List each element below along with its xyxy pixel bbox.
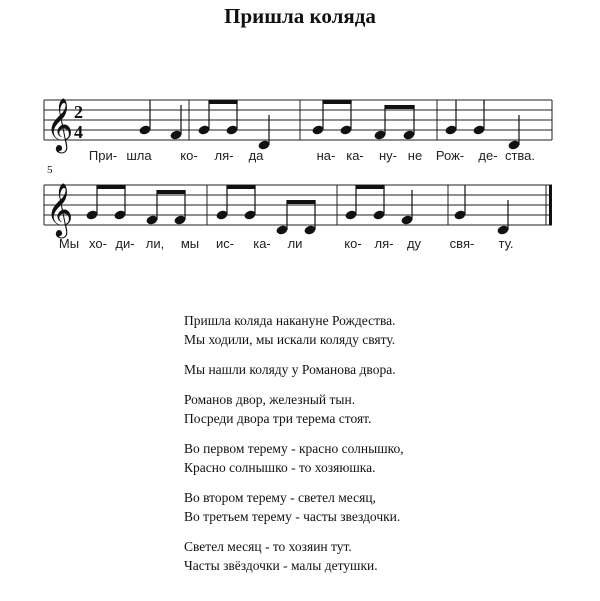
verse-line: Мы нашли коляду у Романова двора. [184, 362, 396, 377]
lyric-syllable: Мы [58, 236, 80, 251]
lyric-syllable: де- [478, 148, 498, 163]
lyric-syllable: не [407, 148, 423, 163]
lyric-syllable: ту. [498, 236, 514, 251]
verse-line: Во первом терему - красно солнышко, [184, 441, 404, 456]
verse-line: Во третьем терему - часты звездочки. [184, 509, 401, 524]
verse-stanza [184, 360, 584, 379]
lyric-syllable: ну- [378, 148, 398, 163]
lyric-syllable: ко- [180, 148, 198, 163]
note-beam [323, 100, 352, 104]
lyric-syllable: ли [287, 236, 303, 251]
note-beam [97, 185, 126, 189]
verse-line: Пришла коляда накануне Рождества. [184, 313, 396, 328]
lyric-syllable: ис- [215, 236, 235, 251]
lyric-syllable: ка- [253, 236, 271, 251]
sheet-music [0, 0, 600, 270]
note-beam [227, 185, 256, 189]
song-verses [184, 311, 584, 586]
staff-system-1 [44, 97, 552, 153]
verse-line: Часты звёздочки - малы детушки. [184, 558, 378, 573]
verse-stanza [184, 488, 584, 526]
verse-stanza [184, 390, 584, 428]
final-bar-line [549, 185, 552, 225]
time-signature-top: 2 [74, 102, 83, 122]
time-signature-bottom: 4 [74, 122, 83, 142]
note-beam [484, 100, 485, 104]
verse-stanza [184, 311, 584, 349]
note-beam [209, 100, 238, 104]
staff-system-2 [44, 182, 552, 238]
treble-clef-icon: 𝄞 [46, 182, 74, 236]
lyric-syllable: При- [88, 148, 118, 163]
verse-line: Посреди двора три терема стоят. [184, 411, 372, 426]
verse-line: Мы ходили, мы искали коляду святу. [184, 332, 396, 347]
lyric-syllable: шла [126, 148, 152, 163]
lyric-syllable: на- [316, 148, 336, 163]
lyric-syllable: да [248, 148, 264, 163]
note-beam [356, 185, 385, 189]
lyric-syllable: хо- [89, 236, 107, 251]
verse-line: Светел месяц - то хозяин тут. [184, 539, 352, 554]
note-beam [157, 190, 186, 194]
lyric-syllable: Рож- [435, 148, 465, 163]
lyric-syllable: свя- [449, 236, 475, 251]
lyric-syllable: ка- [346, 148, 364, 163]
lyric-syllable: ли, [145, 236, 165, 251]
song-title: Пришла коляда [224, 4, 376, 28]
lyric-syllable: ля- [214, 148, 234, 163]
lyric-syllable: ди- [115, 236, 135, 251]
verse-stanza [184, 537, 584, 575]
lyric-syllable: ства. [504, 148, 536, 163]
verse-line: Красно солнышко - то хозяюшка. [184, 460, 376, 475]
lyric-syllable: ду [406, 236, 422, 251]
treble-clef-icon: 𝄞 [46, 97, 74, 151]
note-beam [287, 200, 316, 204]
lyric-syllable: ко- [344, 236, 362, 251]
verse-line: Романов двор, железный тын. [184, 392, 356, 407]
note-beam [385, 105, 415, 109]
lyric-syllable: ля- [374, 236, 394, 251]
verse-line: Во втором терему - светел месяц, [184, 490, 376, 505]
lyric-syllable: мы [180, 236, 200, 251]
verse-stanza [184, 439, 584, 477]
measure-number: 5 [47, 164, 53, 176]
